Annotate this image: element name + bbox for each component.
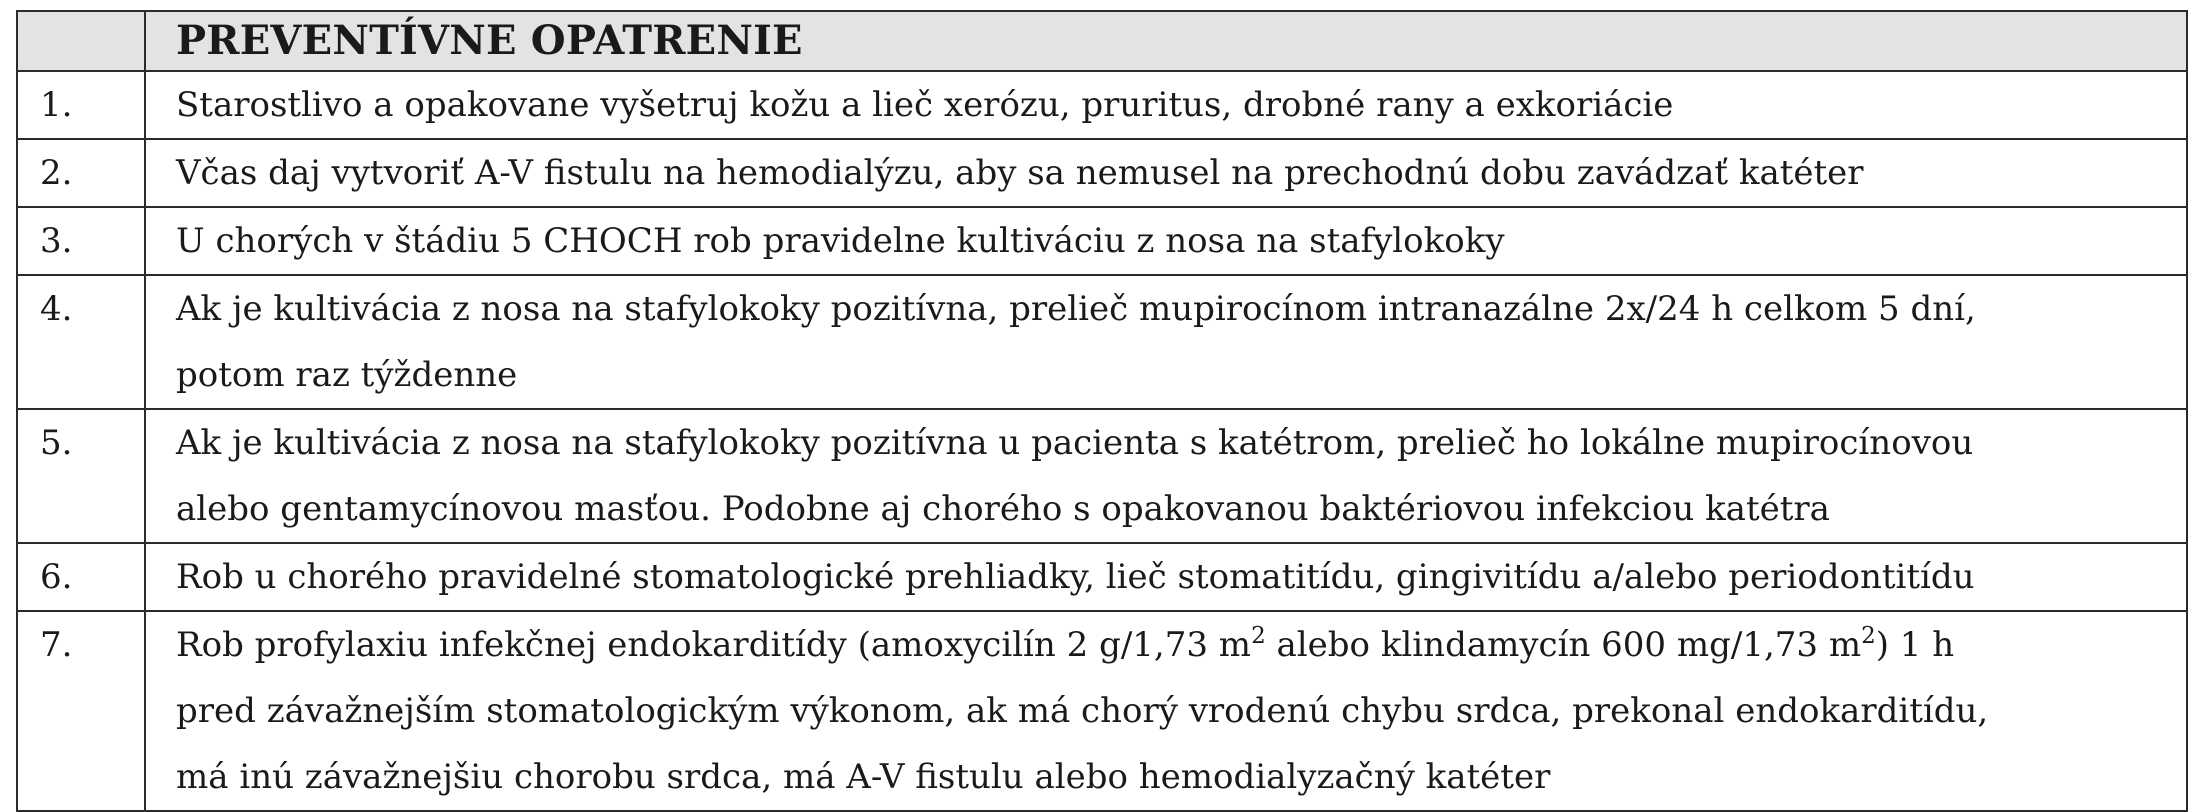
row-text-segment: alebo klindamycín 600 mg/1,73 m <box>1265 625 1862 665</box>
table-row <box>17 71 2187 139</box>
row-text <box>145 543 2187 611</box>
row-text <box>145 611 2187 811</box>
row-number: 4. <box>17 275 145 409</box>
table-header-row <box>17 11 2187 71</box>
table-row <box>17 275 2187 409</box>
table-row <box>17 139 2187 207</box>
row-number: 3. <box>17 207 145 275</box>
row-text-line: Starostlivo a opakovane vyšetruj kožu a lieč xerózu, pruritus, drobné rany a exkoriácie <box>176 85 1674 125</box>
row-number: 2. <box>17 139 145 207</box>
row-number: 7. <box>17 611 145 811</box>
table-row <box>17 543 2187 611</box>
row-text-line: U chorých v štádiu 5 CHOCH rob pravidelne kultiváciu z nosa na stafylokoky <box>176 221 1505 261</box>
row-text <box>145 207 2187 275</box>
superscript: 2 <box>1861 623 1876 649</box>
row-text-line: potom raz týždenne <box>176 355 518 395</box>
row-text-line: Včas daj vytvoriť A-V fistulu na hemodialýzu, aby sa nemusel na prechodnú dobu zavádzať katéter <box>176 153 1864 193</box>
header-title: PREVENTÍVNE OPATRENIE <box>145 11 2187 71</box>
row-text-line: pred závažnejším stomatologickým výkonom, ak má chorý vrodenú chybu srdca, prekonal endokarditídu, <box>176 691 1989 731</box>
row-text-line: Rob u chorého pravidelné stomatologické prehliadky, lieč stomatitídu, gingivitídu a/alebo periodontitídu <box>176 557 1975 597</box>
row-number: 5. <box>17 409 145 543</box>
table-row <box>17 409 2187 543</box>
row-text-segment: ) 1 h <box>1875 625 1955 665</box>
row-text-line: má inú závažnejšiu chorobu srdca, má A-V fistulu alebo hemodialyzačný katéter <box>176 757 1551 797</box>
header-number-cell <box>17 11 145 71</box>
row-text <box>145 275 2187 409</box>
row-text <box>145 71 2187 139</box>
row-text-segment: Rob profylaxiu infekčnej endokarditídy (amoxycilín 2 g/1,73 m <box>176 625 1252 665</box>
row-number: 6. <box>17 543 145 611</box>
row-number: 1. <box>17 71 145 139</box>
prevention-table-container <box>16 10 2188 812</box>
row-text-line <box>176 612 2176 678</box>
row-text-line: Ak je kultivácia z nosa na stafylokoky pozitívna, prelieč mupirocínom intranazálne 2x/24 h celkom 5 dní, <box>176 289 1976 329</box>
row-text <box>145 139 2187 207</box>
prevention-table <box>16 10 2188 812</box>
table-row <box>17 207 2187 275</box>
table-row <box>17 611 2187 811</box>
superscript: 2 <box>1251 623 1266 649</box>
row-text-line: Ak je kultivácia z nosa na stafylokoky pozitívna u pacienta s katétrom, prelieč ho lokálne mupirocínovou <box>176 423 1974 463</box>
row-text-line: alebo gentamycínovou masťou. Podobne aj chorého s opakovanou baktériovou infekciou katétra <box>176 489 1830 529</box>
row-text <box>145 409 2187 543</box>
